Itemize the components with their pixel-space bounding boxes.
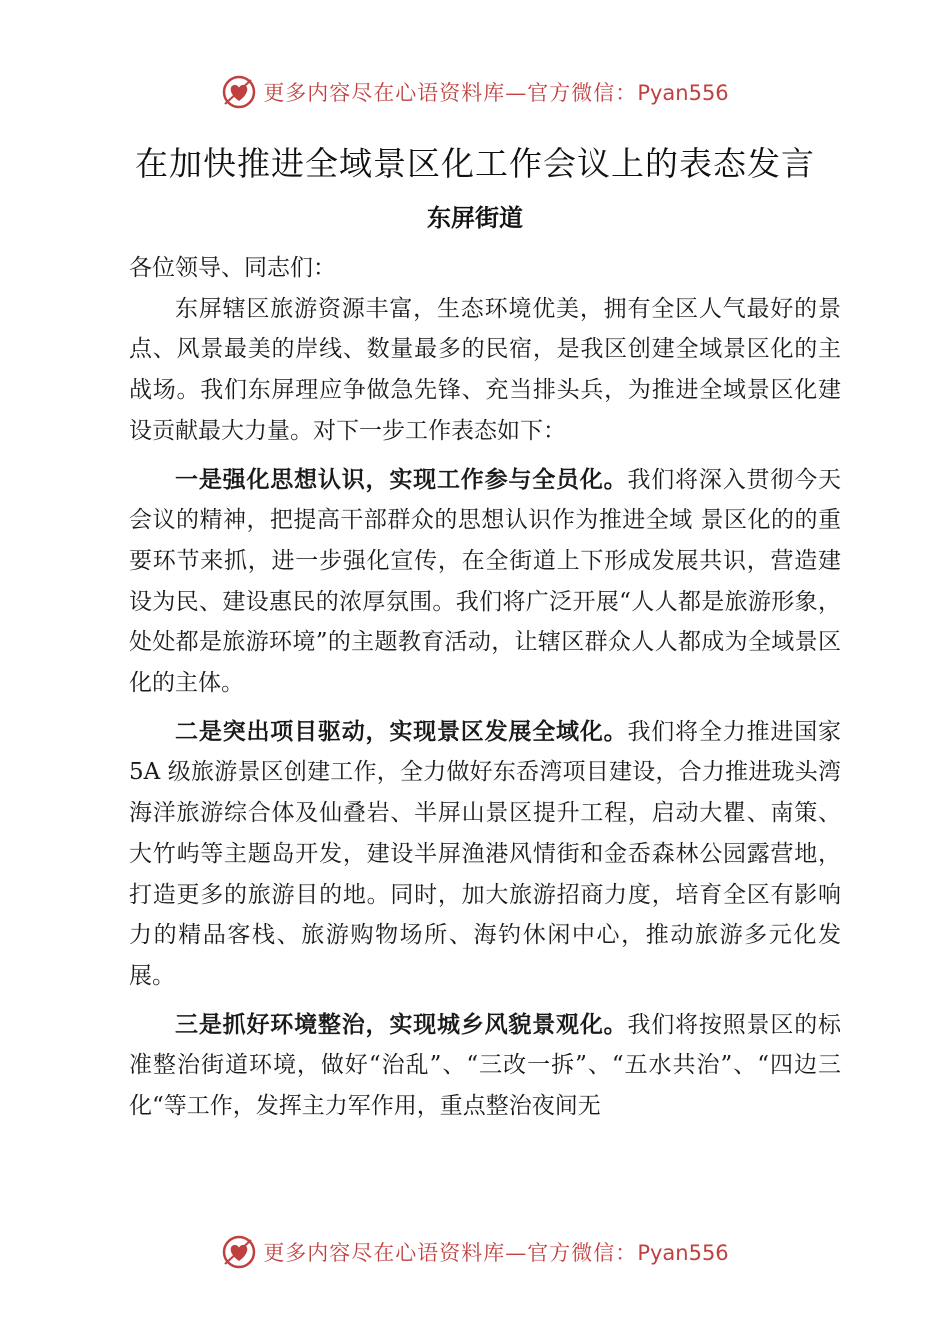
- greeting: 各位领导、同志们：: [129, 255, 336, 281]
- document-body: [129, 248, 841, 1127]
- paragraph-intro: 东屏辖区旅游资源丰富，生态环境优美，拥有全区人气最好的景点、风景最美的岸线、数量最多的民宿，是我区创建全域景区化的主战场。我们东屏理应争做急先锋、充当排头兵，为推进全域景区化建设贡献最大力量。对下一步工作表态如下：: [129, 295, 841, 444]
- document-author: 东屏街道: [427, 204, 523, 232]
- watermark-text: 更多内容尽在心语资料库—官方微信：Pyan556: [263, 81, 729, 105]
- paragraph-heading: 一是强化思想认识，实现工作参与全员化。: [175, 466, 628, 493]
- paragraph-heading: 二是突出项目驱动，实现景区发展全域化。: [175, 718, 628, 745]
- paragraph-heading: 三是抓好环境整治，实现城乡风貌景观化。: [175, 1011, 628, 1038]
- watermark-footer: [0, 1230, 950, 1274]
- paragraph-point-3: 三是抓好环境整治，实现城乡风貌景观化。我们将按照景区的标准整治街道环境，做好“治乱”、“三改一拆”、“五水共治”、“四边三化“等工作，发挥主力军作用，重点整治夜间无: [129, 1011, 842, 1120]
- heart-logo-icon: [221, 1234, 257, 1270]
- watermark-header: [0, 70, 950, 114]
- paragraph-point-1: 一是强化思想认识，实现工作参与全员化。我们将深入贯彻今天会议的精神，把提高干部群众的思想认识作为推进全域 景区化的的重要环节来抓，进一步强化宣传，在全街道上下形成发展共识，营造建设为民、建设惠民的浓厚氛围。我们将广泛开展“人人都是旅游形象，处处都是旅游环境”的主题教育活动，让辖区群众人人都成为全域景区化的主体。: [129, 466, 842, 697]
- heart-logo-icon: [221, 74, 257, 110]
- paragraph-point-2: 二是突出项目驱动，实现景区发展全域化。我们将全力推进国家 5A 级旅游景区创建工作，全力做好东岙湾项目建设，合力推进珑头湾海洋旅游综合体及仙叠岩、半屏山景区提升工程，启动大瞿、南策、大竹屿等主题岛开发，建设半屏渔港风情街和金岙森林公园露营地，打造更多的旅游目的地。同时，加大旅游招商力度，培育全区有影响力的精品客栈、旅游购物场所、海钓休闲中心，推动旅游多元化发展。: [129, 718, 842, 989]
- document-title: 在加快推进全域景区化工作会议上的表态发言: [135, 144, 815, 183]
- watermark-text: 更多内容尽在心语资料库—官方微信：Pyan556: [263, 1241, 729, 1265]
